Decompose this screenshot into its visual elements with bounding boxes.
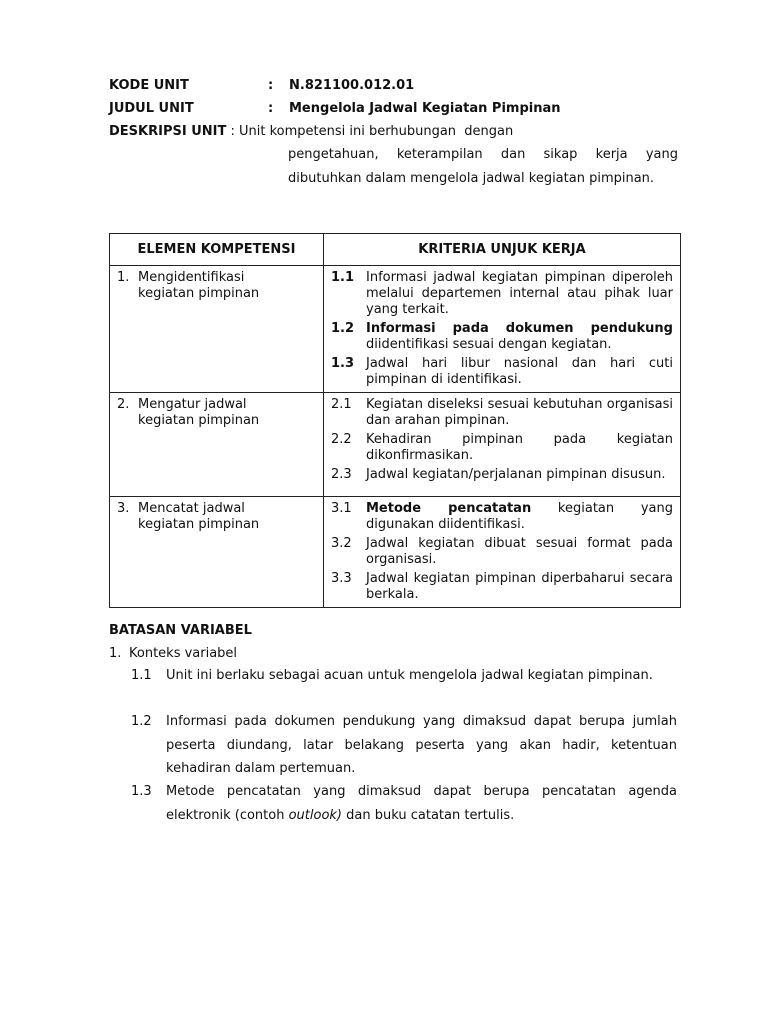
kriteria-text: Kegiatan diseleksi sesuai kebutuhan organisasi dan arahan pimpinan.	[366, 397, 673, 428]
batasan-text-after: dan buku catatan tertulis.	[342, 807, 515, 823]
batasan-text-italic: outlook)	[288, 807, 343, 823]
kriteria-item	[331, 270, 673, 318]
kriteria-text	[366, 501, 673, 533]
kriteria-bold-term: Informasi pada dokumen pendukung	[366, 321, 673, 336]
elemen-label: Mencatat jadwal	[138, 501, 245, 516]
kriteria-text: Informasi jadwal kegiatan pimpinan diperoleh melalui departemen internal atau pihak luar yang terkait.	[366, 270, 673, 317]
elemen-number: 3.	[117, 501, 130, 516]
kriteria-text-rest: diidentifikasi sesuai dengan kegiatan.	[366, 337, 612, 352]
elemen-cell	[110, 497, 324, 608]
kriteria-cell	[324, 393, 681, 497]
kriteria-number: 3.1	[331, 501, 352, 516]
elemen-label: Mengidentifikasi	[138, 270, 245, 285]
judul-unit-value: Mengelola Jadwal Kegiatan Pimpinan	[289, 101, 561, 116]
kriteria-number: 2.2	[331, 432, 352, 447]
kriteria-number: 3.2	[331, 536, 352, 551]
batasan-item	[131, 710, 677, 781]
konteks-label: Konteks variabel	[129, 646, 238, 661]
elemen-cell	[110, 393, 324, 497]
kriteria-text: Jadwal kegiatan pimpinan diperbaharui secara berkala.	[366, 571, 673, 602]
deskripsi-unit-body: pengetahuan, keterampilan dan sikap kerja yang dibutuhkan dalam mengelola jadwal kegiatan pimpinan.	[288, 147, 678, 186]
kriteria-item	[331, 432, 673, 464]
batasan-variabel-title: BATASAN VARIABEL	[109, 623, 252, 638]
kriteria-text: Jadwal hari libur nasional dan hari cuti pimpinan di identifikasi.	[366, 356, 673, 387]
kriteria-number: 2.3	[331, 467, 352, 482]
kriteria-item	[331, 571, 673, 603]
batasan-item	[131, 780, 677, 827]
batasan-item-text	[166, 780, 677, 827]
kriteria-item	[331, 467, 673, 483]
batasan-item	[131, 664, 677, 688]
header-kriteria-unjuk-kerja: KRITERIA UNJUK KERJA	[324, 234, 681, 266]
elemen-label-cont: kegiatan pimpinan	[138, 413, 260, 428]
kriteria-text	[366, 321, 673, 353]
kode-unit-value: N.821100.012.01	[289, 78, 415, 93]
kriteria-text-rest: kegiatan yang digunakan diidentifikasi.	[366, 501, 673, 532]
elemen-label: Mengatur jadwal	[138, 397, 247, 412]
konteks-number: 1.	[109, 646, 122, 661]
kriteria-item	[331, 501, 673, 533]
table-header-row	[110, 234, 681, 266]
deskripsi-unit-colon: :	[226, 124, 240, 139]
elemen-number: 1.	[117, 270, 130, 285]
header-elemen-kompetensi: ELEMEN KOMPETENSI	[110, 234, 324, 266]
kriteria-cell	[324, 266, 681, 393]
kriteria-bold-term: Metode pencatatan	[366, 501, 532, 516]
judul-unit-colon: :	[268, 101, 274, 116]
batasan-item-number: 1.1	[131, 668, 152, 683]
kriteria-cell	[324, 497, 681, 608]
deskripsi-unit-head	[109, 123, 513, 141]
kriteria-number: 1.1	[331, 270, 355, 285]
kriteria-item	[331, 356, 673, 388]
kode-unit-label: KODE UNIT	[109, 78, 189, 93]
table-row	[110, 266, 681, 393]
table-row	[110, 393, 681, 497]
elemen-label-cont: kegiatan pimpinan	[138, 517, 260, 532]
batasan-item-text: Unit ini berlaku sebagai acuan untuk mengelola jadwal kegiatan pimpinan.	[166, 668, 653, 683]
judul-unit-label: JUDUL UNIT	[109, 101, 194, 116]
kriteria-item	[331, 397, 673, 429]
competency-table	[109, 233, 681, 608]
kriteria-text: Kehadiran pimpinan pada kegiatan dikonfirmasikan.	[366, 432, 673, 463]
deskripsi-unit-first-line: Unit kompetensi ini berhubungan dengan	[239, 124, 514, 139]
kriteria-text: Jadwal kegiatan dibuat sesuai format pada organisasi.	[366, 536, 673, 567]
kriteria-text: Jadwal kegiatan/perjalanan pimpinan disusun.	[366, 467, 666, 482]
konteks-variabel-heading	[109, 645, 237, 663]
kriteria-item	[331, 536, 673, 568]
batasan-item-number: 1.2	[131, 714, 152, 729]
elemen-label-cont: kegiatan pimpinan	[138, 286, 260, 301]
table-row	[110, 497, 681, 608]
batasan-item-number: 1.3	[131, 784, 152, 799]
kriteria-number: 2.1	[331, 397, 352, 412]
batasan-text-before: Metode pencatatan yang dimaksud dapat berupa pencatatan agenda elektronik (contoh	[166, 784, 677, 823]
kriteria-number: 1.2	[331, 321, 355, 336]
kriteria-number: 3.3	[331, 571, 352, 586]
kriteria-item	[331, 321, 673, 353]
elemen-number: 2.	[117, 397, 130, 412]
kode-unit-colon: :	[268, 78, 274, 93]
batasan-item-text: Informasi pada dokumen pendukung yang dimaksud dapat berupa jumlah peserta diundang, latar belakang peserta yang akan hadir, ketentuan kehadiran dalam pertemuan.	[166, 714, 677, 776]
deskripsi-unit-label: DESKRIPSI UNIT	[109, 124, 227, 139]
kriteria-number: 1.3	[331, 356, 355, 371]
elemen-cell	[110, 266, 324, 393]
